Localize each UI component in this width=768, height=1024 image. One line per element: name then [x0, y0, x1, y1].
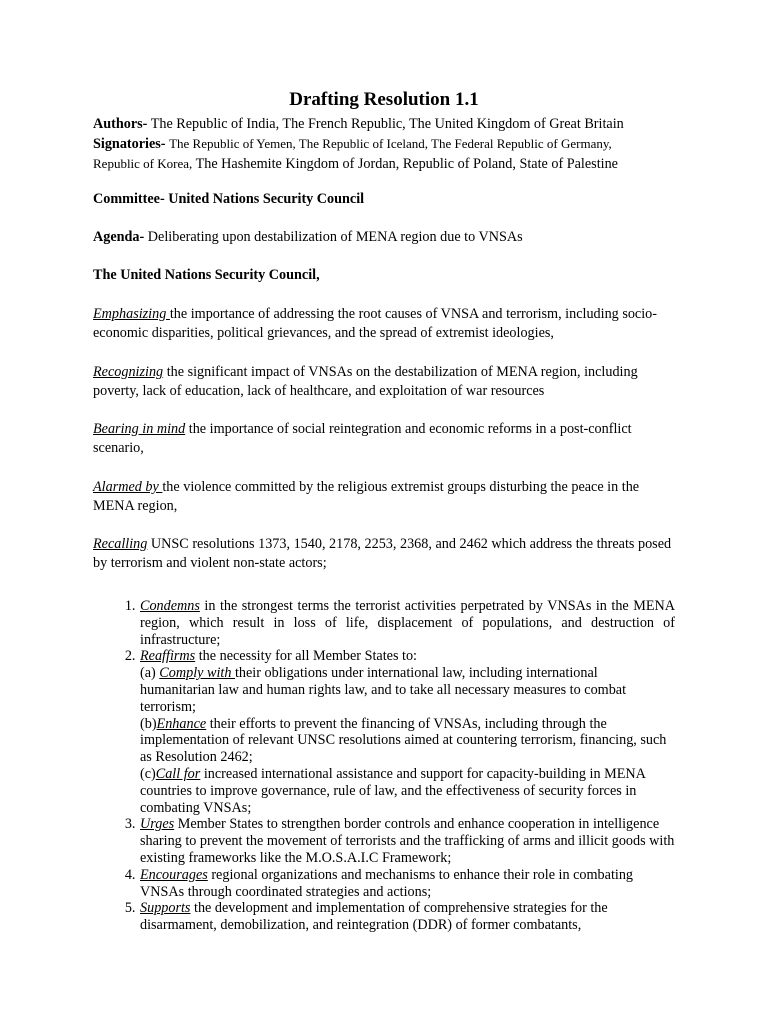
preamble-clause-word: Recognizing [93, 364, 164, 380]
operative-clause-word: Condemns [140, 598, 200, 614]
operative-clause [139, 900, 675, 934]
sub-clause-word: Call for [155, 765, 201, 782]
authors-line [93, 115, 678, 134]
operative-clause-text: the development and implementation of comprehensive strategies for the disarmament, demobilization, and reintegration (DDR) of former combatants, [140, 900, 608, 934]
preamble-clause-text: the violence committed by the religious extremist groups disturbing the peace in the MENA region, [93, 479, 640, 514]
preambulatory-clause [93, 305, 678, 343]
preambulatory-clause [93, 535, 678, 573]
committee-line [93, 190, 678, 209]
operative-clause [139, 598, 675, 648]
sub-clause-text: increased international assistance and support for capacity-building in MENA countries to improve governance, rule of law, and the effectiveness of security forces in combating VNSAs; [140, 765, 646, 816]
signatories-value-c: The Hashemite Kingdom of Jordan, Republic of Poland, State of Palestine [195, 156, 618, 172]
authors-value: The Republic of India, The French Republic, The United Kingdom of Great Britain [150, 116, 624, 132]
agenda-line [93, 228, 678, 247]
preamble-clause-text: the importance of addressing the root causes of VNSA and terrorism, including socio-economic disparities, political grievances, and the spread of extremist ideologies, [93, 306, 657, 341]
preambulatory-clause [93, 363, 678, 401]
agenda-label: Agenda- [93, 229, 145, 245]
sub-clause-prefix: (a) [140, 665, 160, 682]
operative-clause-word: Supports [140, 900, 191, 917]
operative-clause-text: the necessity for all Member States to: [195, 648, 417, 665]
preamble-clause-text: UNSC resolutions 1373, 1540, 2178, 2253, 2368, and 2462 which address the threats posed by terrorism and violent non-state actors; [93, 536, 672, 571]
operative-clause [139, 867, 675, 901]
body-heading [93, 266, 678, 285]
operative-clause [139, 816, 675, 866]
signatories-block [93, 134, 678, 174]
sub-clause-text: their obligations under international law, including international humanitarian law and human rights law, and to take all necessary measures to combat terrorism; [140, 665, 627, 715]
resolution-title: Drafting Resolution 1.1 [289, 89, 479, 110]
operative-clause-text: Member States to strengthen border controls and enhance cooperation in intelligence sharing to prevent the movement of terrorists and the trafficking of arms and illicit goods with existing frameworks like the M.O.S.A.I.C Framework; [140, 816, 675, 866]
signatories-value-b: Republic of Korea, [93, 156, 193, 171]
preambulatory-clause [93, 420, 678, 458]
sub-clause-prefix: (c) [140, 765, 156, 782]
operative-clause-word: Reaffirms [140, 648, 196, 665]
signatories-label: Signatories- [93, 136, 166, 152]
preamble-clause-text: the importance of social reintegration and economic reforms in a post-conflict scenario, [93, 421, 632, 456]
operative-clause [139, 648, 675, 816]
preambulatory-clause [93, 478, 678, 516]
operative-clauses-list [93, 598, 675, 934]
signatories-value-a: The Republic of Yemen, The Republic of Iceland, The Federal Republic of Germany, [169, 136, 612, 151]
operative-clause-word: Urges [140, 816, 175, 833]
committee-label: Committee- [93, 191, 165, 207]
sub-clause-prefix: (b) [140, 715, 157, 732]
preamble-clause-word: Bearing in mind [93, 421, 186, 437]
agenda-value: Deliberating upon destabilization of MENA region due to VNSAs [147, 229, 523, 245]
operative-clause-text: in the strongest terms the terrorist activities perpetrated by VNSAs in the MENA region, which result in loss of life, displacement of populations, and destruction of infrastructure; [140, 598, 675, 648]
sub-clause-word: Enhance [156, 715, 207, 732]
preamble-clause-word: Alarmed by [93, 479, 163, 495]
authors-label: Authors- [93, 116, 148, 132]
body-heading-text: The United Nations Security Council, [93, 267, 320, 283]
sub-clause-word: Comply with [159, 665, 235, 682]
preamble-clause-word: Emphasizing [93, 306, 170, 322]
operative-clause-word: Encourages [140, 866, 208, 883]
sub-clause-text: their efforts to prevent the financing of VNSAs, including through the implementation of relevant UNSC resolutions aimed at countering terrorism, financing, such as Resolution 2462; [140, 715, 667, 766]
committee-value: United Nations Security Council [168, 191, 365, 207]
preamble-clause-text: the significant impact of VNSAs on the destabilization of MENA region, including poverty, lack of education, lack of healthcare, and exploitation of war resources [93, 364, 638, 399]
preamble-clause-word: Recalling [93, 536, 148, 552]
operative-clause-text: regional organizations and mechanisms to enhance their role in combating VNSAs through coordinated strategies and actions; [140, 866, 634, 900]
